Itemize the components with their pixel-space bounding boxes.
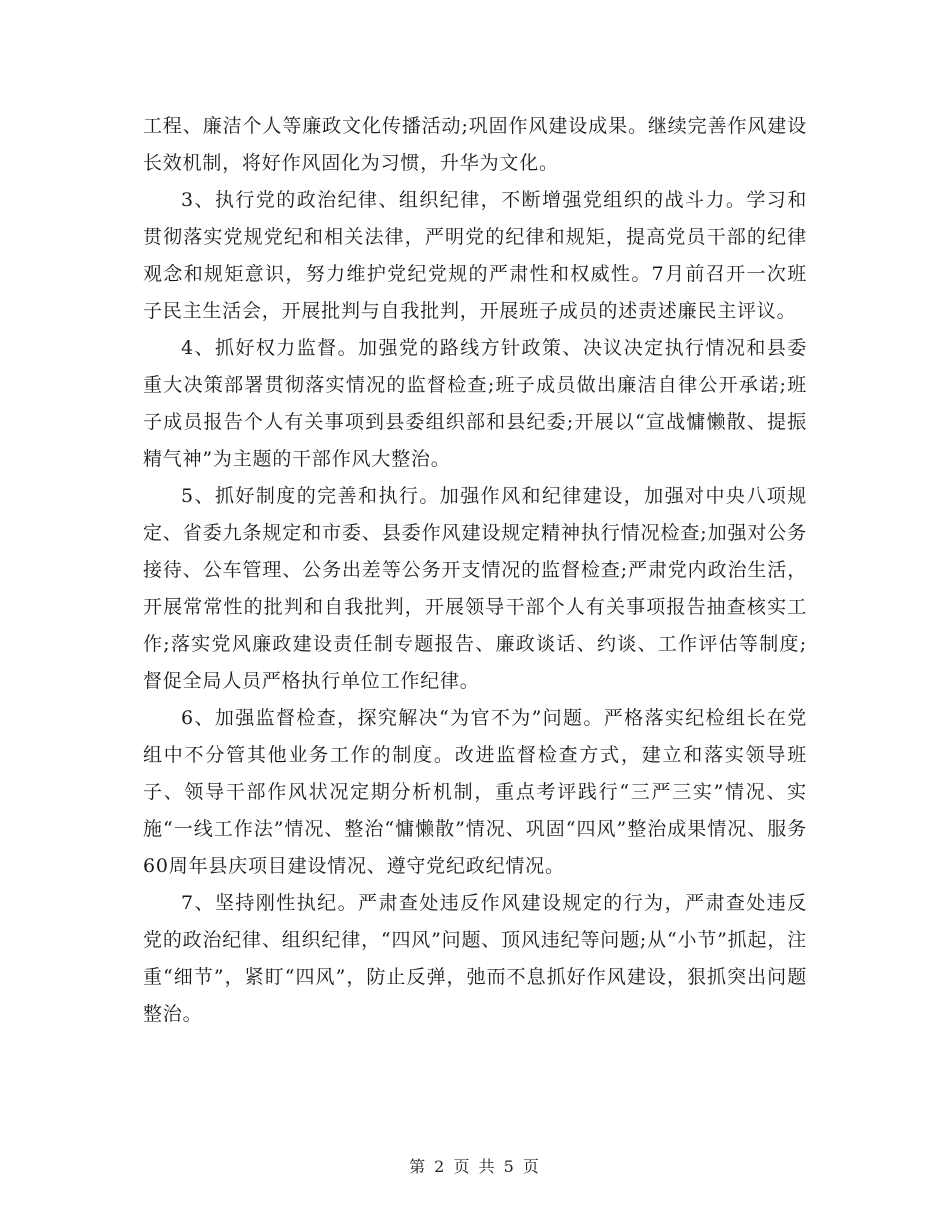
paragraph-item-7: 7、坚持刚性执纪。严肃查处违反作风建设规定的行为，严肃查处违反党的政治纪律、组织纪律，“四风”问题、顶风违纪等问题;从“小节”抓起，注重“细节”，紧盯“四风”，防止反弹，弛而不息抓好作风建设，狠抓突出问题整治。 bbox=[143, 892, 807, 1025]
paragraph-item-6: 6、加强监督检查，探究解决“为官不为”问题。严格落实纪检组长在党组中不分管其他业务工作的制度。改进监督检查方式，建立和落实领导班子、领导干部作风状况定期分析机制，重点考评践行“三严三实”情况、实施“一线工作法”情况、整治“慵懒散”情况、巩固“四风”整治成果情况、服务60周年县庆项目建设情况、遵守党纪政纪情况。 bbox=[143, 707, 807, 877]
paragraph-item-5: 5、抓好制度的完善和执行。加强作风和纪律建设，加强对中央八项规定、省委九条规定和市委、县委作风建设规定精神执行情况检查;加强对公务接待、公车管理、公务出差等公务开支情况的监督检查;严肃党内政治生活，开展常常性的批判和自我批判，开展领导干部个人有关事项报告抽查核实工作;落实党风廉政建设责任制专题报告、廉政谈话、约谈、工作评估等制度;督促全局人员严格执行单位工作纪律。 bbox=[143, 485, 807, 692]
paragraph-item-4: 4、抓好权力监督。加强党的路线方针政策、决议决定执行情况和县委重大决策部署贯彻落实情况的监督检查;班子成员做出廉洁自律公开承诺;班子成员报告个人有关事项到县委组织部和县纪委;开展以“宣战慵懒散、提振精气神”为主题的干部作风大整治。 bbox=[143, 337, 807, 470]
paragraph-item-3: 3、执行党的政治纪律、组织纪律，不断增强党组织的战斗力。学习和贯彻落实党规党纪和相关法律，严明党的纪律和规矩，提高党员干部的纪律观念和规矩意识，努力维护党纪党规的严肃性和权威性。7月前召开一次班子民主生活会，开展批判与自我批判，开展班子成员的述责述廉民主评议。 bbox=[143, 189, 807, 322]
page-number-footer: 第 2 页 共 5 页 bbox=[409, 1157, 541, 1176]
document-body bbox=[143, 108, 807, 1033]
paragraph-continuation: 工程、廉洁个人等廉政文化传播活动;巩固作风建设成果。继续完善作风建设长效机制，将好作风固化为习惯，升华为文化。 bbox=[143, 115, 807, 174]
